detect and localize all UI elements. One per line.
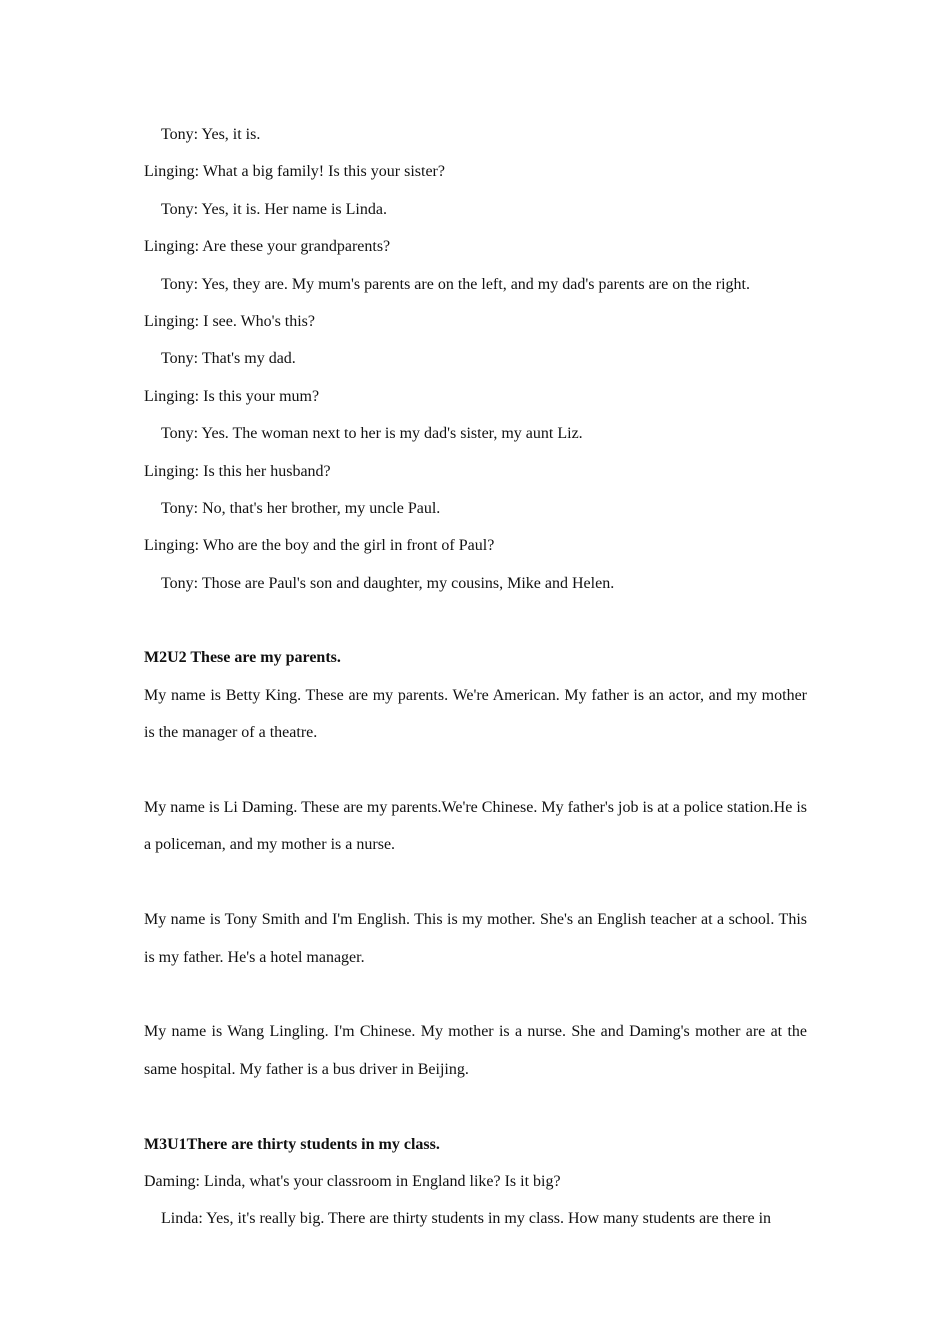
paragraph-li-daming: My name is Li Daming. These are my parents.We're Chinese. My father's job is at a police station.He is a policeman, and my mother is a nurse.: [144, 799, 807, 854]
dialogue-line-tony: Tony: Yes. The woman next to her is my dad's sister, my aunt Liz.: [161, 425, 583, 443]
dialogue-line-tony: Tony: That's my dad.: [161, 350, 296, 368]
dialogue-line-tony: Tony: Those are Paul's son and daughter, my cousins, Mike and Helen.: [161, 574, 615, 592]
paragraph-wang-lingling: My name is Wang Lingling. I'm Chinese. My mother is a nurse. She and Daming's mother are at the same hospital. My father is a bus driver in Beijing.: [144, 1023, 807, 1078]
spacer: [144, 752, 807, 789]
dialogue-line-daming: Daming: Linda, what's your classroom in England like? Is it big?: [144, 1173, 561, 1191]
dialogue-line-lingling: Linging: What a big family! Is this your sister?: [144, 163, 445, 181]
dialogue-line-lingling: Linging: I see. Who's this?: [144, 312, 316, 330]
spacer: [144, 1088, 807, 1125]
spacer: [144, 864, 807, 901]
dialogue-line-tony: Tony: Yes, they are. My mum's parents are on the left, and my dad's parents are on the right.: [161, 275, 750, 293]
document-content: [144, 116, 807, 1238]
dialogue-line-tony: Tony: No, that's her brother, my uncle Paul.: [161, 499, 441, 517]
paragraph-tony-smith: My name is Tony Smith and I'm English. This is my mother. She's an English teacher at a school. This is my father. He's a hotel manager.: [144, 911, 807, 966]
paragraph-betty-king: My name is Betty King. These are my parents. We're American. My father is an actor, and my mother is the manager of a theatre.: [144, 686, 807, 742]
section-m2u2: [144, 639, 807, 1088]
spacer: [144, 976, 807, 1013]
section-heading: M3U1There are thirty students in my class.: [144, 1135, 440, 1153]
dialogue-line-lingling: Linging: Is this your mum?: [144, 387, 320, 405]
dialogue-line-tony: Tony: Yes, it is. Her name is Linda.: [161, 200, 387, 218]
section-heading: M2U2 These are my parents.: [144, 649, 341, 667]
section-m3u1: [144, 1126, 807, 1238]
dialogue-line-lingling: Linging: Are these your grandparents?: [144, 238, 391, 256]
dialogue-line-linda: Linda: Yes, it's really big. There are thirty students in my class. How many students are there in: [161, 1210, 772, 1228]
spacer: [144, 602, 807, 639]
dialogue-line-lingling: Linging: Who are the boy and the girl in front of Paul?: [144, 537, 495, 555]
family-photo-dialogue: [144, 116, 807, 602]
dialogue-line-tony: Tony: Yes, it is.: [161, 126, 261, 143]
dialogue-line-lingling: Linging: Is this her husband?: [144, 462, 331, 480]
